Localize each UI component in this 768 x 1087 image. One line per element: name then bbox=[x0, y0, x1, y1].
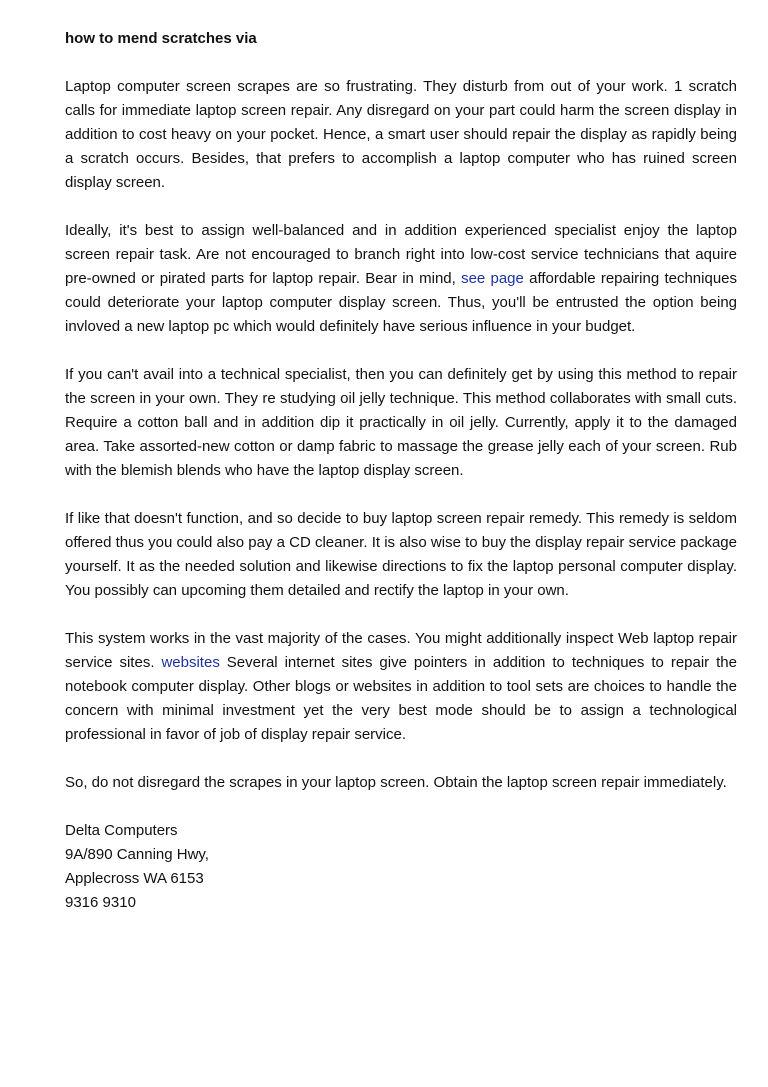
street-address: 9A/890 Canning Hwy, bbox=[65, 846, 209, 863]
paragraph-4: If like that doesn't function, and so decide to buy laptop screen repair remedy. This remedy is seldom offered thus you could also pay a CD cleaner. It is also wise to buy the display repair service package yourself. It as the needed solution and likewise directions to fix the laptop personal computer display. You possibly can upcoming them detailed and rectify the laptop in your own. bbox=[65, 510, 737, 599]
paragraph-5 bbox=[65, 627, 737, 747]
address-block bbox=[65, 819, 737, 915]
paragraph-2-text-after: affordable repairing techniques could deteriorate your laptop computer display screen. Thus, you'll be entrusted the option being invloved a new laptop pc which would definitely have serious influence in your budget. bbox=[65, 270, 737, 335]
suburb-address: Applecross WA 6153 bbox=[65, 870, 204, 887]
see-page-link[interactable]: see page bbox=[461, 270, 524, 287]
phone-number: 9316 9310 bbox=[65, 894, 136, 911]
paragraph-1: Laptop computer screen scrapes are so frustrating. They disturb from out of your work. 1 scratch calls for immediate laptop screen repair. Any disregard on your part could harm the screen display in addition to cost heavy on your pocket. Hence, a smart user should repair the display as rapidly being a scratch occurs. Besides, that prefers to accomplish a laptop computer who has ruined screen display screen. bbox=[65, 78, 737, 191]
paragraph-6: So, do not disregard the scrapes in your laptop screen. Obtain the laptop screen repair immediately. bbox=[65, 774, 727, 791]
paragraph-5-text-before: This system works in the vast majority of the cases. You might additionally inspect Web laptop repair service sites. bbox=[65, 630, 737, 671]
paragraph-2-text-before: Ideally, it's best to assign well-balanced and in addition experienced specialist enjoy the laptop screen repair task. Are not encouraged to branch right into low-cost service technicians that aquire pre-owned or pirated parts for laptop repair. Bear in mind, bbox=[65, 222, 737, 287]
document-title: how to mend scratches via bbox=[65, 30, 257, 47]
paragraph-5-text-after: Several internet sites give pointers in addition to techniques to repair the notebook computer display. Other blogs or websites in addition to tool sets are choices to handle the concern with minimal investment yet the very best mode should be to assign a technological professional in favor of job of display repair service. bbox=[65, 654, 737, 743]
business-name: Delta Computers bbox=[65, 822, 178, 839]
document-page bbox=[65, 27, 737, 915]
paragraph-2 bbox=[65, 219, 737, 339]
paragraph-3: If you can't avail into a technical specialist, then you can definitely get by using this method to repair the screen in your own. They re studying oil jelly technique. This method collaborates with small cuts. Require a cotton ball and in addition dip it practically in oil jelly. Currently, apply it to the damaged area. Take assorted-new cotton or damp fabric to massage the grease jelly each of your screen. Rub with the blemish blends who have the laptop display screen. bbox=[65, 366, 737, 479]
websites-link[interactable]: websites bbox=[161, 654, 220, 671]
